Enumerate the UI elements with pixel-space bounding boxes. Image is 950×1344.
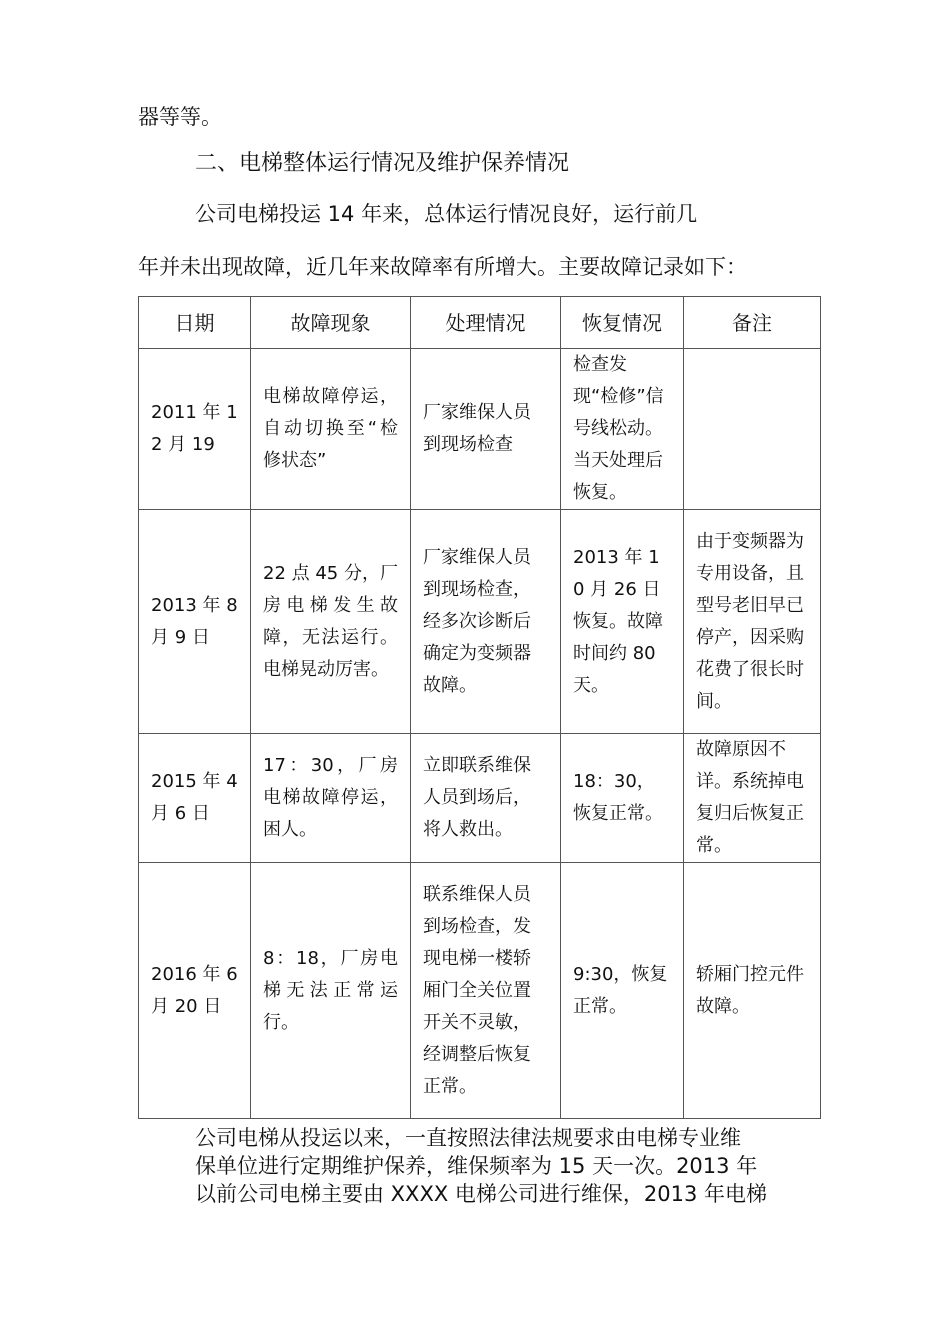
paragraph-line: 年并未出现故障，近几年来故障率有所增大。主要故障记录如下： (138, 255, 747, 279)
column-header-handling: 处理情况 (411, 297, 561, 349)
section-heading: 二、电梯整体运行情况及维护保养情况 (195, 151, 570, 176)
paragraph-line: 公司电梯从投运以来，一直按照法律法规要求由电梯专业维 (195, 1126, 741, 1150)
cell-note (684, 349, 821, 510)
cell-symptom: 8：18，厂房电梯无法正常运行。 (251, 863, 411, 1119)
paragraph-line: 保单位进行定期维护保养，维保频率为 15 天一次。2013 年 (195, 1154, 758, 1178)
cell-symptom: 17：30，厂房电梯故障停运，困人。 (251, 734, 411, 863)
cell-recovery: 检查发现“检修”信号线松动。当天处理后恢复。 (561, 349, 684, 510)
table-row (139, 349, 821, 510)
cell-recovery: 18：30，恢复正常。 (561, 734, 684, 863)
fault-record-table (138, 296, 821, 1119)
table-row (139, 510, 821, 734)
cell-handling: 联系维保人员到场检查，发现电梯一楼轿厢门全关位置开关不灵敏，经调整后恢复正常。 (411, 863, 561, 1119)
cell-date: 2016 年 6 月 20 日 (139, 863, 251, 1119)
table-header-row (139, 297, 821, 349)
cell-handling: 厂家维保人员到现场检查，经多次诊断后确定为变频器故障。 (411, 510, 561, 734)
cell-symptom: 22 点 45 分，厂房电梯发生故障，无法运行。电梯晃动厉害。 (251, 510, 411, 734)
cell-date: 2015 年 4 月 6 日 (139, 734, 251, 863)
cell-handling: 厂家维保人员到现场检查 (411, 349, 561, 510)
table-row (139, 863, 821, 1119)
paragraph-line: 公司电梯投运 14 年来，总体运行情况良好，运行前几 (195, 202, 698, 226)
cell-note: 故障原因不详。系统掉电复归后恢复正常。 (684, 734, 821, 863)
cell-note: 轿厢门控元件故障。 (684, 863, 821, 1119)
cell-handling: 立即联系维保人员到场后，将人救出。 (411, 734, 561, 863)
table-row (139, 734, 821, 863)
paragraph-line: 以前公司电梯主要由 XXXX 电梯公司进行维保，2013 年电梯 (195, 1182, 768, 1206)
cell-symptom: 电梯故障停运，自动切换至“检修状态” (251, 349, 411, 510)
column-header-note: 备注 (684, 297, 821, 349)
cell-date: 2013 年 8 月 9 日 (139, 510, 251, 734)
paragraph-continuation: 器等等。 (138, 105, 222, 129)
cell-recovery: 2013 年 10 月 26 日恢复。故障时间约 80 天。 (561, 510, 684, 734)
cell-recovery: 9:30，恢复正常。 (561, 863, 684, 1119)
column-header-date: 日期 (139, 297, 251, 349)
cell-date: 2011 年 12 月 19 (139, 349, 251, 510)
column-header-recovery: 恢复情况 (561, 297, 684, 349)
column-header-symptom: 故障现象 (251, 297, 411, 349)
cell-note: 由于变频器为专用设备，且型号老旧早已停产，因采购花费了很长时间。 (684, 510, 821, 734)
